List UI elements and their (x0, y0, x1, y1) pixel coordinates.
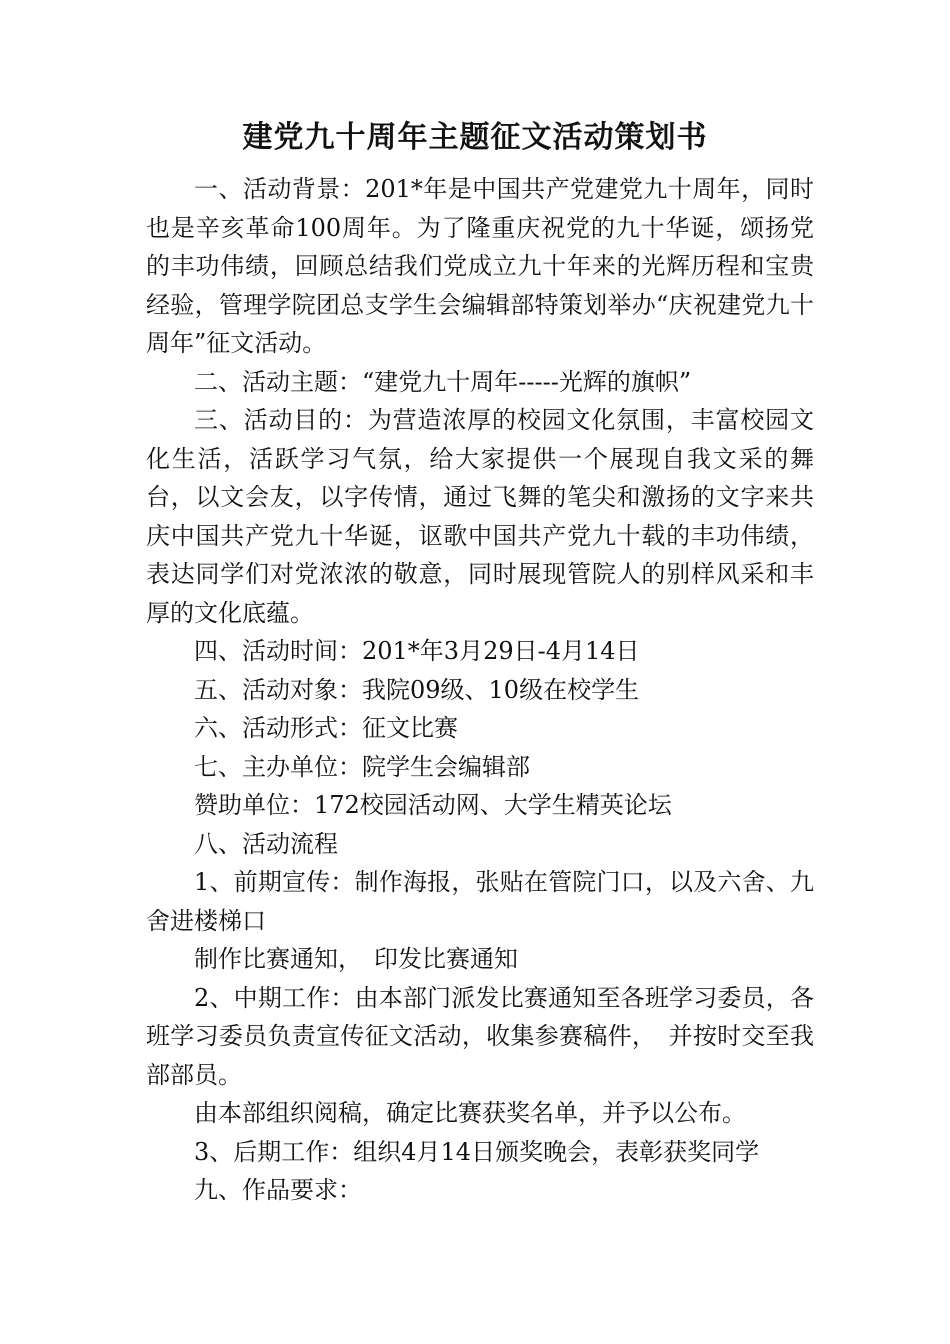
document-body (146, 170, 814, 1210)
paragraph-requirements-heading: 九、作品要求： (194, 1176, 362, 1204)
paragraph-process-step-2: 2、中期工作：由本部门派发比赛通知至各班学习委员，各班学习委员负责宣传征文活动，收集参赛稿件， 并按时交至我部部员。 (146, 983, 814, 1089)
paragraph-background: 一、活动背景：201*年是中国共产党建党九十周年，同时也是辛亥革命100周年。为了隆重庆祝党的九十华诞，颂扬党的丰功伟绩，回顾总结我们党成立九十年来的光辉历程和宝贵经验，管理学院团总支学生会编辑部特策划举办“庆祝建党九十周年”征文活动。 (146, 175, 814, 357)
document-title: 建党九十周年主题征文活动策划书 (242, 120, 708, 155)
paragraph-theme: 二、活动主题：“建党九十周年-----光辉的旗帜” (194, 367, 692, 396)
paragraph-sponsor: 赞助单位：172校园活动网、大学生精英论坛 (194, 791, 672, 819)
paragraph-time: 四、活动时间：201*年3月29日-4月14日 (194, 637, 640, 665)
paragraph-organizer: 七、主办单位：院学生会编辑部 (194, 752, 530, 781)
paragraph-process-step-1-note: 制作比赛通知， 印发比赛通知 (194, 945, 518, 973)
paragraph-audience: 五、活动对象：我院09级、10级在校学生 (194, 675, 640, 704)
paragraph-process-step-3: 3、后期工作：组织4月14日颁奖晚会，表彰获奖同学 (194, 1137, 760, 1166)
paragraph-process-step-1: 1、前期宣传：制作海报，张贴在管院门口，以及六舍、九舍进楼梯口 (146, 868, 814, 935)
paragraph-process-heading: 八、活动流程 (194, 829, 338, 858)
paragraph-format: 六、活动形式：征文比赛 (194, 714, 458, 742)
paragraph-process-step-2-note: 由本部组织阅稿，确定比赛获奖名单，并予以公布。 (194, 1099, 746, 1127)
paragraph-purpose: 三、活动目的：为营造浓厚的校园文化氛围，丰富校园文化生活，活跃学习气氛，给大家提供一个展现自我文采的舞台，以文会友，以字传情，通过飞舞的笔尖和激扬的文字来共庆中国共产党九十华诞，讴歌中国共产党九十载的丰功伟绩，表达同学们对党浓浓的敬意，同时展现管院人的别样风采和丰厚的文化底蕴。 (146, 406, 814, 627)
